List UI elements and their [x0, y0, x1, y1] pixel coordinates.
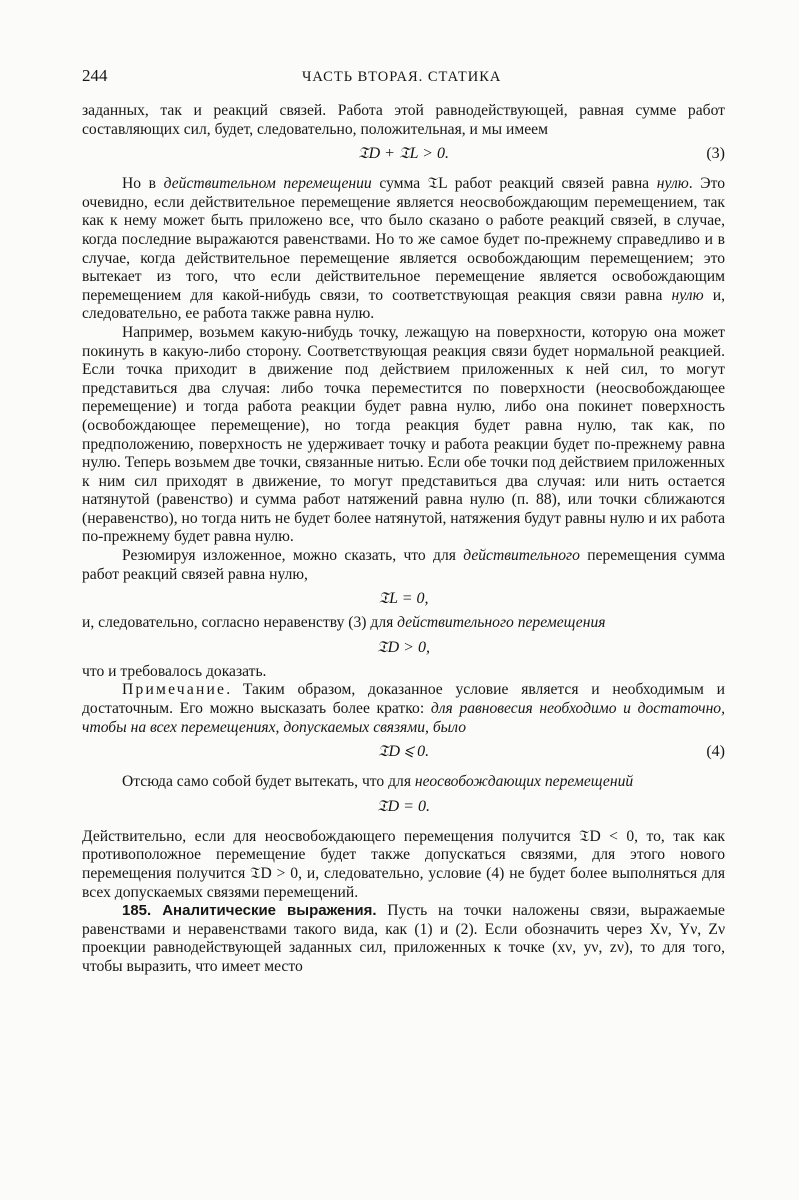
paragraph-continuation: заданных, так и реакций связей. Работа этой равнодействующей, равная сумме работ составляющих сил, будет, следовательно, положительная, и мы имеем	[82, 102, 725, 138]
paragraph-indeed: Действительно, если для неосвобождающего перемещения получится 𝔗D < 0, то, так как противоположное перемещение будет также допускаться связями, для этого нового перемещения получится 𝔗D > 0, и, следовательно, условие (4) не будет более выполняться для всех допускаемых связями перемещений.	[82, 827, 725, 901]
page-number: 244	[82, 66, 108, 85]
formula-3-expression: 𝔗D + 𝔗L > 0.	[358, 145, 449, 163]
formula-4	[82, 737, 725, 767]
italic-run: действительном перемещении	[163, 175, 372, 193]
text-run: сумма 𝔗L работ реакций связей равна	[371, 175, 657, 193]
text-run: Пусть на точки наложены связи, выражаемые равенствами и неравенствами такого вида, как (1) и (2). Если обозначить через Xν, Yν, Zν проекции равнодействующей заданных сил, приложенных к точке (xν, yν, zν), то для того, чтобы выразить, что имеет место	[82, 902, 725, 975]
italic-run: неосвобождающих перемещений	[414, 773, 634, 791]
formula-expression: 𝔗D > 0,	[377, 638, 430, 656]
paragraph-actual-displacement	[82, 175, 725, 324]
italic-run: действительного	[463, 547, 580, 565]
paragraph-note	[82, 681, 725, 737]
spaced-run: Примечание	[122, 681, 227, 699]
text-column	[82, 66, 725, 977]
italic-run: нулю	[671, 286, 704, 304]
formula-expression: 𝔗L = 0,	[378, 590, 429, 608]
formula-expression: 𝔗D = 0.	[377, 797, 430, 815]
paragraph-example: Например, возьмем какую-нибудь точку, лежащую на поверхности, которую она может покинуть в какую-либо сторону. Соответствующая реакция связи будет нормальной реакцией. Если точка приходит в движение под действием приложенных к ней сил, то могут представиться два случая: либо точка переместится по поверхности (неосвобождающее перемещение) и тогда работа реакции будет равна нулю, либо она покинет поверхность (освобождающее перемещение), но тогда реакция будет равна нулю, так как, по предположению, поверхность не удерживает точку и работа реакции будет по-прежнему равна нулю. Теперь возьмем две точки, связанные нитью. Если обе точки под действием приложенных к ним сил приходят в движение, то могут представиться два случая: или нить остается натянутой (равенство) и сумма работ натяжений равна нулю (п. 88), или точки сближаются (неравенство), но тогда нить не будет более натянутой, натяжения будут равны нулю и их работа по-прежнему будет равна нулю.	[82, 323, 725, 546]
section-heading: 185. Аналитические выражения.	[122, 902, 377, 920]
paragraph-qed: что и требовалось доказать.	[82, 662, 267, 680]
formula-4-number: (4)	[706, 743, 725, 761]
italic-run: для равновесия необходимо и достаточно, чтобы на всех перемещениях, допускаемых связями, было	[82, 700, 725, 736]
text-run: Резюмируя изложенное, можно сказать, что для	[122, 547, 464, 565]
paragraph-summary	[82, 547, 725, 584]
italic-run: нулю	[656, 175, 689, 193]
paragraph-nonreleasing	[82, 773, 725, 792]
formula-4-expression: 𝔗D ⩽ 0.	[377, 743, 430, 761]
paragraph-consequence	[82, 614, 725, 633]
text-run: и, следовательно, согласно неравенству (3) для	[82, 614, 398, 632]
italic-run: действительного перемещения	[397, 614, 606, 632]
page-header	[82, 66, 725, 102]
formula-3-number: (3)	[706, 145, 725, 163]
formula-td-zero	[82, 792, 725, 822]
text-run: и, следовательно, ее работа также равна нулю.	[82, 286, 725, 323]
formula-3	[82, 139, 725, 169]
formula-td-positive	[82, 633, 725, 663]
text-run: перемещения сумма работ реакций связей равна нулю,	[82, 547, 725, 583]
paragraph-section-185	[82, 902, 725, 976]
running-head: ЧАСТЬ ВТОРАЯ. СТАТИКА	[302, 69, 502, 85]
text-run: Но в	[122, 175, 164, 193]
formula-tl-zero	[82, 584, 725, 614]
text-run: . Таким образом, доказанное условие является и необходимым и достаточным. Его можно высказать более кратко:	[82, 681, 725, 718]
text-run: . Это очевидно, если действительное перемещение является неосвобождающим перемещением, так как к нему может быть приложено все, что было сказано о работе реакций связей, в случае, когда последние выражаются равенствами. Но то же самое будет по-прежнему справедливо и в случае, когда действительное перемещение является освобождающим перемещением; это вытекает из того, что если действительное перемещение является освобождающим перемещением для какой-нибудь связи, то соответствующая реакция связи равна	[82, 175, 725, 304]
text-run: Отсюда само собой будет вытекать, что для	[122, 773, 415, 791]
